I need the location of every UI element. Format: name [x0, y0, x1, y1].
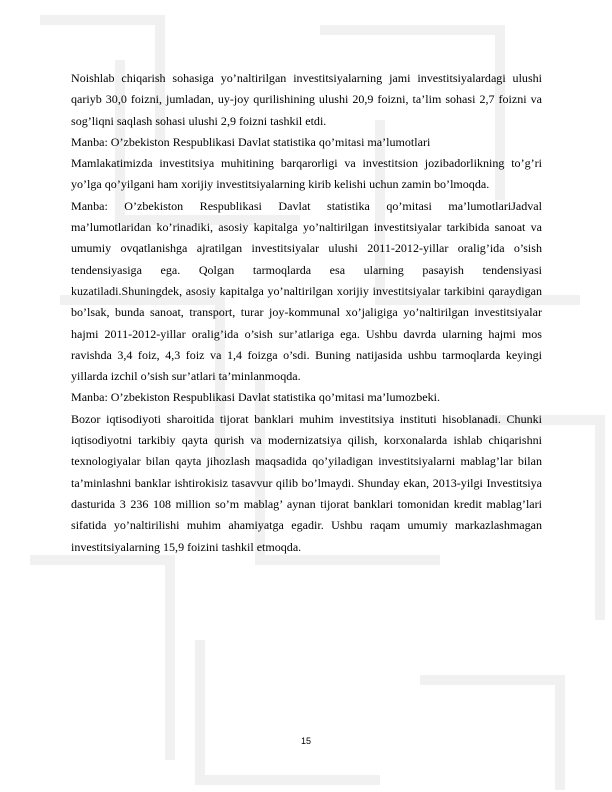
paragraph-investment-climate: Mamlakatimizda investitsiya muhitining barqarorligi va investitsion jozibadorlikning to’g’ri yo’lga qo’yilgani ham xorijiy investitsiyalarning kirib kelishi uchun zamin bo’lmoqda. — [71, 156, 542, 192]
paragraph-commercial-banks: Bozor iqtisodiyoti sharoitida tijorat banklari muhim investitsiya instituti hisoblanadi. Chunki iqtisodiyotni tarkibiy qayta qurish va modernizatsiya qilish, korxonalarda ishlab chiqarishni texnologiyalar bilan qayta jihozlash maqsadida qo’yiladigan investitsiyalarni mablag’lar bilan ta’minlashni banklar ishtirokisiz tasavvur qilib bo’lmaydi. Shunday ekan, 2013-yilgi Investitsiya dasturida 3 236 108 million so’m mablag’ aynan tijorat banklari tomonidan kredit mablag’lari sifatida yo’naltirilishi muhim ahamiyatga egadir. Ushbu raqam umumiy markazlashmagan investitsiyalarning 15,9 foizini tashkil etmoqda. — [71, 411, 542, 554]
source-note: Manba: O’zbekiston Respublikasi Davlat statistika qo’mitasi ma’lumotlari — [71, 134, 431, 149]
document-body — [71, 68, 542, 558]
page-number: 15 — [300, 736, 311, 746]
source-note: Manba: O’zbekiston Respublikasi Davlat statistika qo’mitasi ma’lumozbeki. — [71, 390, 441, 405]
paragraph-table-analysis: Manba: O’zbekiston Respublikasi Davlat statistika qo’mitasi ma’lumotlariJadval ma’lumotlaridan ko’rinadiki, asosiy kapitalga yo’naltirilgan investitsiyalar tarkibida sanoat va umumiy ovqatlanishga ajratilgan investitsiyalar ulushi 2011-2012-yillar oralig’ida o’sish tendensiyasiga ega. Qolgan tarmoqlarda esa ularning pasayish tendensiyasi kuzatiladi.Shuningdek, asosiy kapitalga yo’naltirilgan xorijiy investitsiyalar tarkibini qaraydigan bo’lsak, bunda sanoat, transport, turar joy-kommunal xo’jaligiga yo’naltirilgan investitsiyalar hajmi 2011-2012-yillar oralig’ida o’sish sur’atlariga ega. Ushbu davrda ularning hajmi mos ravishda 3,4 foiz, 4,3 foiz va 1,4 foizga o’sdi. Buning natijasida ushbu tarmoqlarda keyingi yillarda izchil o’sish sur’atlari ta’minlanmoqda. — [71, 198, 542, 384]
paragraph-investment-shares: Noishlab chiqarish sohasiga yo’naltirilgan investitsiyalarning jami investitsiyalardagi ulushi qariyb 30,0 foizni, jumladan, uy-joy qurilishining ulushi 20,9 foizni, ta’lim sohasi 2,7 foizni va sog’liqni saqlash sohasi ulushi 2,9 foizni tashkil etdi. — [71, 71, 542, 128]
